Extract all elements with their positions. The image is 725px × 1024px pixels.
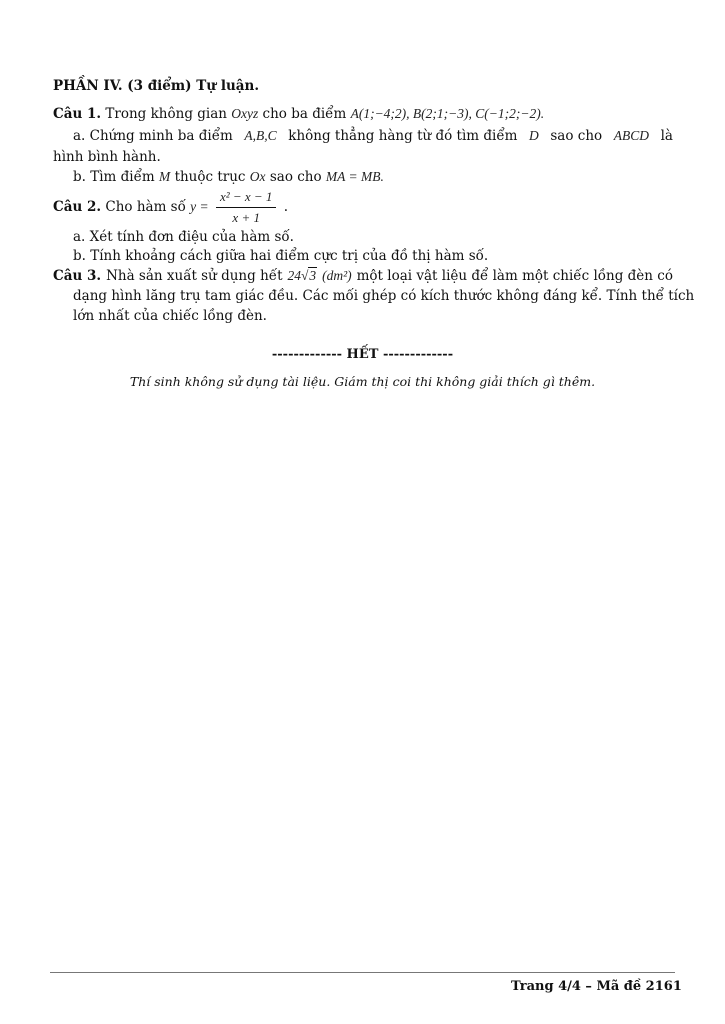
question-3-line2: dạng hình lăng trụ tam giác đều. Các mối ghép có kích thước không đáng kể. Tính thể tích [73,288,695,304]
q1-space: Oxyz [231,106,259,121]
q3-radicand: 3 [309,268,317,283]
q1-part-a-line1 [73,126,673,146]
q1-intro: Trong không gian [105,106,227,122]
end-marker: ------------- HẾT ------------- [271,347,454,362]
q3-text-pre: Nhà sản xuất sử dụng hết [106,268,283,284]
q2-part-a: a. Xét tính đơn điệu của hàm số. [73,229,294,245]
q2-intro: Cho hàm số [105,199,186,215]
q1b-axis: Ox [249,169,266,184]
question-3-line1 [53,266,673,286]
question-3-label: Câu 3. [53,268,102,284]
q1-part-a-line2: hình bình hành. [53,149,161,165]
q2-end: . [283,199,289,215]
q1a-point-d: D [529,128,539,143]
q3-text-post: một loại vật liệu để làm một chiếc lồng đèn có [356,268,673,284]
q1-intro2: cho ba điểm [262,106,347,122]
question-2-label: Câu 2. [53,199,102,215]
q1a-text2: sao cho [550,128,603,144]
q1a-text: không thẳng hàng từ đó tìm điểm [288,128,518,144]
q1b-text2: sao cho [269,169,322,185]
q1a-text3: là [660,128,673,144]
q2-y-eq: y = [190,199,209,214]
q1a-abcd: ABCD [613,128,649,143]
part-title: PHẦN IV. (3 điểm) Tự luận. [53,78,260,94]
q2-part-b: b. Tính khoảng cách giữa hai điểm cực trị của đồ thị hàm số. [73,248,489,264]
q3-unit: (dm²) [322,268,352,283]
q1a-points: A,B,C [244,128,277,143]
q3-area [287,266,317,286]
q1b-prefix: b. Tìm điểm [73,169,155,185]
q2-numerator: x² − x − 1 [216,189,276,208]
q2-fraction [216,189,276,226]
q2-denominator: x + 1 [232,210,260,225]
q1b-eq: MA = MB. [325,169,384,184]
page-footer: Trang 4/4 – Mã đề 2161 [511,979,682,994]
q3-coef: 24 [287,268,301,283]
question-1-label: Câu 1. [53,106,102,122]
question-2-line [53,186,288,228]
exam-note: Thí sinh không sử dụng tài liệu. Giám thị coi thi không giải thích gì thêm. [129,374,596,389]
q1-part-b [73,167,384,187]
question-1-line [53,104,544,124]
sqrt-symbol: √ [300,268,309,283]
q1b-point: M [159,169,171,184]
question-3-line3: lớn nhất của chiếc lồng đèn. [73,308,267,324]
footer-divider [50,972,675,973]
q1-points: A(1;−4;2), B(2;1;−3), C(−1;2;−2). [350,106,545,121]
q1a-prefix: a. Chứng minh ba điểm [73,128,233,144]
q1b-text: thuộc trục [174,169,246,185]
